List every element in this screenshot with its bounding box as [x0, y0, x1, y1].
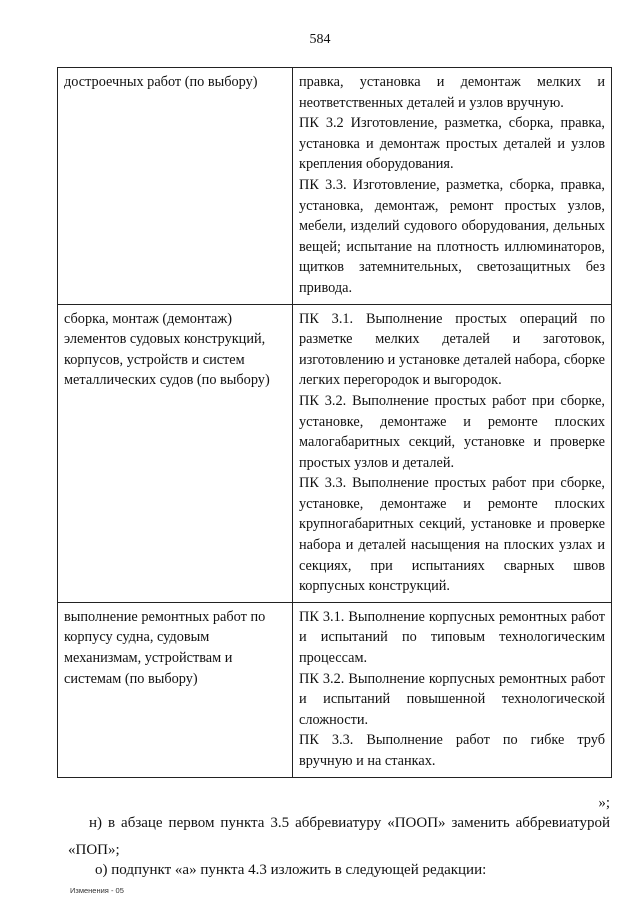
paragraph-n: н) в абзаце первом пункта 3.5 аббревиатуру «ПООП» заменить аббревиатурой «ПОП»;	[68, 815, 610, 858]
competency-item: ПК 3.3. Выполнение простых работ при сборке, установке, демонтаже и ремонте плоских крупногабаритных секций, установке и проверке набора и деталей насыщения на плоских узлах и секциях, при испытаниях сварных швов корпусных конструкций.	[299, 475, 605, 595]
competency-item: правка, установка и демонтаж мелких и неответственных деталей и узлов вручную.	[299, 74, 605, 111]
competency-cell	[293, 602, 612, 777]
competency-table	[57, 67, 612, 778]
work-type-cell: достроечных работ (по выбору)	[58, 68, 293, 305]
competency-item: ПК 3.2. Выполнение корпусных ремонтных работ и испытаний повышенной технологической сложности.	[299, 670, 605, 728]
competency-item: ПК 3.1. Выполнение простых операций по разметке мелких деталей и заготовок, изготовлению и установке деталей набора, сборке легких перегородок и выгородок.	[299, 310, 605, 389]
table-row	[58, 68, 612, 305]
competency-cell	[293, 304, 612, 602]
work-type-cell: сборка, монтаж (демонтаж) элементов судовых конструкций, корпусов, устройств и систем металлических судов (по выбору)	[58, 304, 293, 602]
competency-cell	[293, 68, 612, 305]
table-row	[58, 304, 612, 602]
competency-item: ПК 3.3. Изготовление, разметка, сборка, правка, установка, демонтаж, ремонт простых узлов, мебели, изделий судового оборудования, дельных вещей; испытание на плотность иллюминаторов, щитков затемнительных, светозащитных без привода.	[299, 176, 605, 296]
page-number: 584	[309, 32, 331, 47]
competency-item: ПК 3.2. Выполнение простых работ при сборке, установке, демонтаже и ремонте плоских малогабаритных секций, установке и проверке простых узлов и деталей.	[299, 392, 605, 471]
competency-item: ПК 3.2 Изготовление, разметка, сборка, правка, установка и демонтаж простых деталей и узлов крепления оборудования.	[299, 115, 605, 173]
paragraph-o: о) подпункт «а» пункта 4.3 изложить в следующей редакции:	[95, 862, 487, 878]
closing-quote-mark: »;	[598, 795, 610, 811]
table-row	[58, 602, 612, 777]
work-type-cell: выполнение ремонтных работ по корпусу судна, судовым механизмам, устройствам и системам (по выбору)	[58, 602, 293, 777]
competency-item: ПК 3.3. Выполнение работ по гибке труб вручную и на станках.	[299, 732, 605, 769]
competency-item: ПК 3.1. Выполнение корпусных ремонтных работ и испытаний по типовым технологическим процессам.	[299, 608, 605, 667]
footer-note: Изменения - 05	[70, 886, 124, 895]
